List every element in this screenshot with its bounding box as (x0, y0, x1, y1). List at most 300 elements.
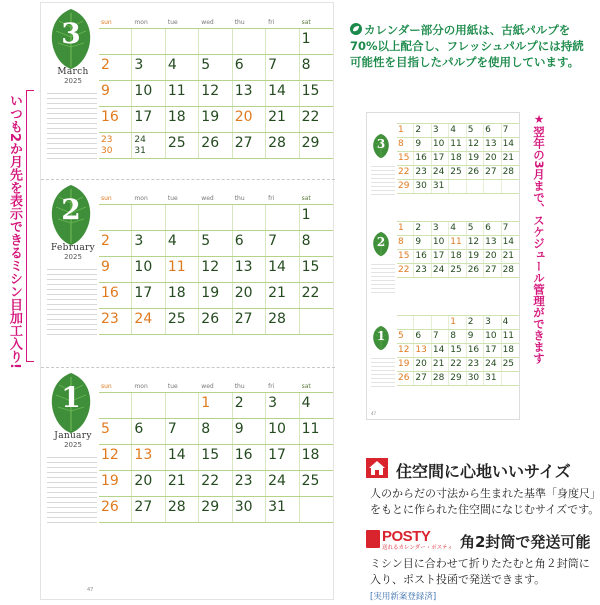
mini-day-cell: 29 (397, 180, 414, 193)
day-cell[interactable] (99, 55, 132, 80)
weekday-header (99, 195, 333, 205)
mini-day-cell: 24 (432, 166, 449, 179)
day-number: 8 (201, 421, 211, 437)
mini-day-cell: 8 (397, 138, 414, 151)
day-number: 26 (101, 499, 119, 515)
mini-week-row (397, 166, 519, 180)
day-cell[interactable] (300, 133, 333, 158)
day-cell[interactable] (233, 393, 266, 418)
day-cell[interactable] (300, 419, 333, 444)
mini-day-cell (502, 180, 519, 193)
weekday-label: wed (201, 19, 214, 26)
week-row (99, 445, 333, 471)
week-row (99, 497, 333, 523)
mini-day-cell: 23 (414, 166, 431, 179)
mini-week-row (397, 264, 519, 278)
day-cell[interactable] (233, 81, 266, 106)
mini-month-leaf-icon (371, 133, 391, 159)
mini-day-cell: 11 (449, 236, 466, 249)
mini-day-cell: 6 (484, 222, 501, 235)
day-number: 17 (134, 285, 153, 301)
mini-day-cell: 28 (502, 265, 515, 275)
mini-day-cell (432, 316, 449, 329)
mini-calendar-grid (397, 217, 519, 278)
day-number: 21 (167, 473, 186, 489)
day-number: 1 (201, 395, 211, 411)
day-cell[interactable] (166, 55, 199, 80)
day-number: 27 (134, 499, 153, 515)
day-cell[interactable] (199, 81, 232, 106)
mini-day-cell: 2 (467, 316, 484, 329)
weekday-label: sun (101, 19, 112, 26)
day-number: 9 (101, 259, 110, 275)
month-year: 2025 (64, 77, 82, 85)
day-cell[interactable] (99, 419, 132, 444)
mini-day-cell: 14 (432, 344, 449, 357)
mini-day-cell: 26 (467, 264, 484, 277)
mini-day-cell: 13 (414, 344, 431, 357)
day-cell[interactable] (233, 309, 266, 334)
day-cell[interactable] (166, 283, 199, 308)
day-cell[interactable] (166, 107, 199, 132)
day-number: 7 (167, 421, 177, 437)
day-number: 9 (234, 421, 244, 437)
weekday-label: fri (268, 383, 275, 390)
day-number: 5 (201, 233, 211, 249)
day-cell[interactable] (99, 133, 132, 158)
day-cell[interactable] (132, 81, 165, 106)
mini-day-cell: 11 (449, 138, 466, 151)
weekday-label: thu (234, 195, 245, 202)
weekday-header (99, 19, 333, 29)
size-description: 人のからだの寸法から生まれた基準「身度尺」をもとに作られた住空間になじむサイズです。 (370, 487, 600, 516)
day-cell[interactable] (199, 445, 232, 470)
weekday-label: tue (167, 383, 178, 390)
posty-logo-subtitle: 送れるカレンダー・ポスティ (382, 545, 453, 551)
size-title: 住空間に心地いいサイズ (396, 462, 571, 481)
day-cell[interactable] (233, 283, 266, 308)
mini-week-row (397, 236, 519, 250)
weekday-header (99, 383, 333, 393)
day-cell[interactable] (300, 309, 333, 334)
week-row (99, 257, 333, 283)
day-cell[interactable] (99, 445, 132, 470)
month-name: February (50, 243, 96, 253)
day-cell[interactable] (132, 497, 165, 522)
day-number: 7 (268, 233, 278, 249)
day-cell[interactable] (99, 29, 132, 54)
mini-day-cell: 25 (449, 166, 466, 179)
day-number: 18 (167, 285, 186, 301)
day-cell[interactable] (166, 393, 199, 418)
day-cell[interactable] (300, 231, 333, 256)
mini-day-cell: 5 (397, 330, 414, 343)
mini-day-cell: 22 (397, 264, 414, 277)
size-heading (366, 458, 596, 480)
day-cell[interactable] (300, 81, 333, 106)
day-cell[interactable] (266, 107, 299, 132)
mini-day-cell: 1 (397, 124, 414, 137)
mini-day-cell: 27 (484, 166, 501, 179)
mini-day-cell: 11 (502, 331, 515, 341)
day-cell[interactable] (132, 107, 165, 132)
day-cell[interactable] (266, 231, 299, 256)
day-cell[interactable] (266, 133, 299, 158)
day-cell[interactable] (132, 133, 165, 158)
mini-day-cell: 24 (484, 358, 501, 371)
day-number: 16 (101, 109, 119, 125)
month-name: January (54, 431, 92, 441)
mini-day-cell: 7 (432, 330, 449, 343)
posty-heading (366, 528, 598, 554)
day-number: 17 (134, 109, 153, 125)
mini-day-cell: 25 (449, 264, 466, 277)
memo-lines (47, 453, 97, 523)
day-cell[interactable] (199, 257, 232, 282)
mini-day-cell: 18 (449, 152, 466, 165)
posty-mailbox-icon (366, 530, 380, 548)
month-panel-february (41, 179, 335, 359)
month-name: March (57, 67, 89, 77)
day-number: 17 (268, 447, 286, 463)
mini-day-cell: 12 (467, 138, 484, 151)
day-number: 26 (201, 311, 220, 327)
month-leaf-icon (47, 183, 95, 247)
day-cell[interactable] (132, 257, 165, 282)
day-cell[interactable] (199, 133, 232, 158)
posty-logo (366, 528, 452, 552)
mini-day-cell: 17 (432, 250, 449, 263)
day-cell[interactable] (266, 419, 299, 444)
mini-memo-lines (371, 355, 395, 387)
day-cell[interactable] (266, 393, 299, 418)
day-cell[interactable] (132, 29, 165, 54)
mini-day-cell: 23 (414, 264, 431, 277)
day-cell[interactable] (300, 471, 333, 496)
day-cell[interactable] (266, 471, 299, 496)
mini-day-cell: 28 (432, 372, 449, 385)
day-number: 19 (101, 473, 119, 489)
mini-memo-lines (371, 261, 395, 293)
day-cell[interactable] (300, 445, 333, 470)
mini-day-cell: 3 (432, 222, 449, 235)
day-number: 29 (201, 499, 220, 515)
day-cell[interactable] (166, 471, 199, 496)
day-number: 22 (201, 473, 220, 489)
mini-day-cell: 2 (414, 124, 431, 137)
day-number: 1 (301, 31, 311, 47)
mini-month-leaf-icon (371, 325, 391, 351)
day-cell[interactable] (266, 55, 299, 80)
day-cell[interactable] (166, 445, 199, 470)
mini-month-number: 2 (376, 235, 386, 249)
mini-calendar-preview (366, 112, 520, 420)
day-cell[interactable] (199, 55, 232, 80)
mini-day-cell: 17 (432, 152, 449, 165)
day-cell[interactable] (300, 497, 333, 522)
mini-day-cell: 14 (502, 139, 515, 149)
day-number: 23 (234, 473, 253, 489)
day-cell[interactable] (199, 471, 232, 496)
day-number: 6 (234, 57, 244, 73)
mini-day-cell: 27 (414, 372, 431, 385)
mini-week-row (397, 222, 519, 236)
day-cell[interactable] (132, 419, 165, 444)
day-cell[interactable] (132, 471, 165, 496)
mini-day-cell: 5 (467, 222, 484, 235)
weekday-label: sat (301, 195, 311, 202)
mini-day-cell: 18 (502, 345, 515, 355)
mini-day-cell: 26 (397, 372, 414, 385)
day-cell[interactable] (166, 231, 199, 256)
mini-day-cell: 3 (484, 316, 501, 329)
day-number: 5 (101, 421, 110, 437)
memo-line (47, 330, 97, 335)
mini-day-cell: 17 (484, 344, 501, 357)
day-cell[interactable] (166, 419, 199, 444)
memo-lines (47, 265, 97, 335)
day-number: 27 (234, 311, 253, 327)
page-number: 47 (87, 587, 94, 593)
day-cell[interactable] (99, 231, 132, 256)
day-cell[interactable] (166, 497, 199, 522)
mini-month-leaf-icon (371, 231, 391, 257)
weekday-label: wed (201, 383, 214, 390)
mini-day-cell: 18 (449, 250, 466, 263)
mini-day-cell: 14 (502, 237, 515, 247)
day-cell[interactable] (300, 29, 333, 54)
day-number: 1 (301, 207, 311, 223)
day-number: 12 (201, 83, 220, 99)
calendar-grid (99, 195, 333, 335)
mini-day-cell: 31 (432, 180, 449, 193)
mini-day-cell: 24 (432, 264, 449, 277)
calendar-grid (99, 19, 333, 159)
mini-day-cell: 10 (432, 236, 449, 249)
day-number: 2 (234, 395, 244, 411)
day-cell[interactable] (300, 393, 333, 418)
mini-day-cell: 26 (467, 166, 484, 179)
day-number: 14 (268, 83, 286, 99)
day-cell[interactable] (166, 205, 199, 230)
mini-calendar-grid (397, 311, 519, 386)
day-cell[interactable] (233, 55, 266, 80)
day-cell[interactable] (132, 393, 165, 418)
day-cell[interactable] (99, 257, 132, 282)
day-number: 13 (134, 447, 153, 463)
mini-day-cell: 10 (432, 138, 449, 151)
mini-day-cell: 21 (502, 153, 515, 163)
day-number: 3 (134, 233, 144, 249)
day-cell[interactable] (233, 205, 266, 230)
mini-page-number: 47 (371, 411, 377, 416)
mini-day-cell: 12 (397, 344, 414, 357)
day-cell[interactable] (199, 29, 232, 54)
day-cell[interactable] (166, 257, 199, 282)
mini-day-cell: 7 (502, 125, 509, 135)
mini-day-cell: 6 (414, 330, 431, 343)
weekday-label: mon (134, 19, 148, 26)
month-number: 3 (61, 17, 81, 50)
day-cell[interactable] (266, 29, 299, 54)
mini-day-cell: 10 (484, 330, 501, 343)
day-cell[interactable] (233, 29, 266, 54)
day-number: 5 (201, 57, 211, 73)
day-cell[interactable] (300, 257, 333, 282)
day-cell[interactable] (199, 309, 232, 334)
day-cell[interactable] (132, 445, 165, 470)
day-cell[interactable] (233, 257, 266, 282)
day-cell[interactable] (199, 205, 232, 230)
day-cell[interactable] (266, 257, 299, 282)
day-number: 26 (201, 135, 220, 151)
month-leaf-icon (47, 371, 95, 435)
day-number: 30 (101, 146, 113, 156)
day-cell[interactable] (300, 55, 333, 80)
day-number: 31 (134, 146, 146, 156)
day-number: 29 (301, 135, 320, 151)
month-year: 2025 (64, 253, 82, 261)
mini-day-cell: 12 (467, 236, 484, 249)
day-cell[interactable] (233, 471, 266, 496)
mini-day-cell: 15 (449, 344, 466, 357)
weekday-label: tue (167, 195, 178, 202)
day-cell[interactable] (99, 393, 132, 418)
mini-day-cell (484, 180, 501, 193)
day-cell[interactable] (199, 419, 232, 444)
weekday-label: thu (234, 383, 245, 390)
day-number: 7 (268, 57, 278, 73)
day-number: 12 (101, 447, 119, 463)
posty-title: 角2封筒で発送可能 (460, 533, 591, 551)
mini-day-cell: 5 (467, 124, 484, 137)
week-row (99, 419, 333, 445)
weekday-label: thu (234, 19, 245, 26)
calendar-grid (99, 383, 333, 523)
perforation-note: いつも2か月先を表示できるミシン目加工入り! (7, 94, 22, 369)
day-cell[interactable] (99, 309, 132, 334)
day-cell[interactable] (199, 497, 232, 522)
day-cell[interactable] (266, 497, 299, 522)
weekday-label: sun (101, 383, 112, 390)
day-number: 11 (301, 421, 320, 437)
day-cell[interactable] (233, 419, 266, 444)
day-number: 24 (134, 135, 146, 145)
day-number: 4 (167, 233, 177, 249)
schedule-note: ★翌年の3月まで、スケジュール管理ができます (532, 112, 546, 365)
day-cell[interactable] (266, 445, 299, 470)
eco-paper-note (350, 22, 595, 70)
day-number: 18 (301, 447, 320, 463)
day-cell[interactable] (266, 283, 299, 308)
day-cell[interactable] (233, 107, 266, 132)
day-cell[interactable] (132, 55, 165, 80)
mini-day-cell (414, 316, 431, 329)
week-row (99, 283, 333, 309)
weekday-label: sat (301, 383, 311, 390)
mini-calendar-grid (397, 119, 519, 194)
day-cell[interactable] (99, 81, 132, 106)
day-number: 23 (101, 135, 113, 145)
day-cell[interactable] (266, 309, 299, 334)
mini-day-cell: 31 (484, 372, 501, 385)
day-cell[interactable] (300, 205, 333, 230)
day-cell[interactable] (99, 471, 132, 496)
day-cell[interactable] (99, 107, 132, 132)
day-number: 14 (167, 447, 186, 463)
day-number: 11 (167, 259, 186, 275)
day-cell[interactable] (166, 29, 199, 54)
day-cell[interactable] (266, 81, 299, 106)
day-cell[interactable] (132, 309, 165, 334)
mini-day-cell: 29 (449, 372, 466, 385)
weekday-label: sun (101, 195, 112, 202)
mini-day-cell: 19 (467, 152, 484, 165)
mini-day-cell: 1 (397, 222, 414, 235)
day-cell[interactable] (99, 497, 132, 522)
day-number: 9 (101, 83, 110, 99)
memo-lines (47, 89, 97, 159)
day-cell[interactable] (199, 393, 232, 418)
mini-day-cell: 15 (397, 250, 414, 263)
weekday-label: sat (301, 19, 311, 26)
week-row (99, 81, 333, 107)
day-cell[interactable] (199, 107, 232, 132)
day-cell[interactable] (99, 283, 132, 308)
day-number: 20 (134, 473, 153, 489)
mini-week-row (397, 152, 519, 166)
day-cell[interactable] (300, 283, 333, 308)
calendar-sheet (40, 2, 334, 600)
day-cell[interactable] (233, 445, 266, 470)
day-cell[interactable] (233, 497, 266, 522)
day-number: 8 (301, 57, 311, 73)
day-cell[interactable] (166, 133, 199, 158)
mini-day-cell: 16 (467, 344, 484, 357)
memo-line (47, 154, 97, 159)
patent-note: [実用新案登録済] (370, 592, 437, 602)
mini-day-cell: 23 (467, 358, 484, 371)
day-cell[interactable] (99, 205, 132, 230)
day-number: 30 (234, 499, 253, 515)
week-row (99, 107, 333, 133)
day-number: 2 (101, 57, 110, 73)
day-cell[interactable] (199, 231, 232, 256)
day-cell[interactable] (166, 309, 199, 334)
day-number: 25 (167, 135, 186, 151)
day-number: 15 (201, 447, 220, 463)
day-cell[interactable] (166, 81, 199, 106)
day-cell[interactable] (233, 133, 266, 158)
mini-week-row (397, 250, 519, 264)
day-cell[interactable] (132, 231, 165, 256)
mini-day-cell (397, 316, 414, 329)
day-cell[interactable] (233, 231, 266, 256)
day-cell[interactable] (199, 283, 232, 308)
mini-week-row (397, 316, 519, 330)
day-number: 27 (234, 135, 253, 151)
day-cell[interactable] (132, 205, 165, 230)
day-cell[interactable] (300, 107, 333, 132)
day-cell[interactable] (132, 283, 165, 308)
day-cell[interactable] (266, 205, 299, 230)
mini-day-cell: 4 (449, 124, 466, 137)
mini-day-cell (467, 180, 484, 193)
mini-day-cell: 8 (397, 236, 414, 249)
day-number: 10 (134, 259, 153, 275)
mini-day-cell: 16 (414, 250, 431, 263)
day-number: 3 (134, 57, 144, 73)
